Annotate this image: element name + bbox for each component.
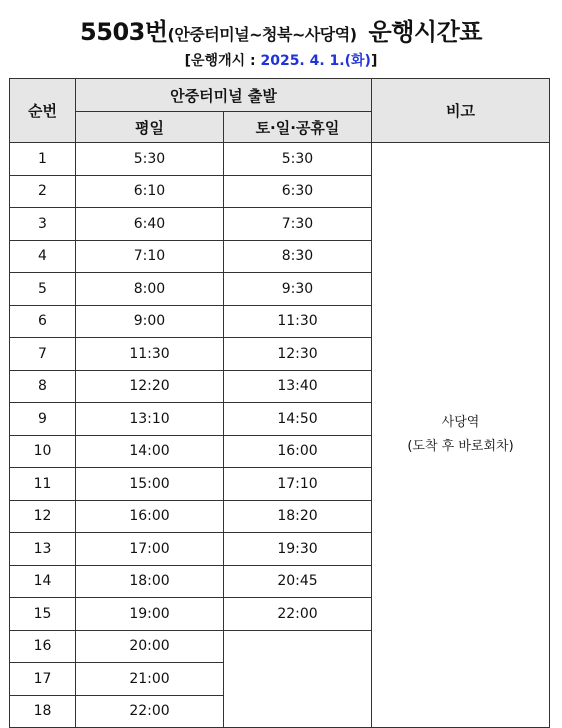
holiday-time-cell: 22:00: [224, 598, 372, 631]
holiday-time-cell: 5:30: [224, 143, 372, 176]
holiday-time-cell: 8:30: [224, 240, 372, 273]
weekday-time-cell: 18:00: [76, 565, 224, 598]
holiday-time-cell: 9:30: [224, 273, 372, 306]
weekday-time-cell: 21:00: [76, 663, 224, 696]
holiday-time-cell: 16:00: [224, 435, 372, 468]
holiday-time-cell: 6:30: [224, 175, 372, 208]
header-seq: 순번: [10, 79, 76, 143]
seq-cell: 18: [10, 695, 76, 728]
seq-cell: 16: [10, 630, 76, 663]
seq-cell: 3: [10, 208, 76, 241]
seq-cell: 13: [10, 533, 76, 566]
seq-cell: 8: [10, 370, 76, 403]
holiday-time-cell: 12:30: [224, 338, 372, 371]
seq-cell: 10: [10, 435, 76, 468]
weekday-time-cell: 13:10: [76, 403, 224, 436]
seq-cell: 17: [10, 663, 76, 696]
weekday-time-cell: 22:00: [76, 695, 224, 728]
page-title: [0, 12, 562, 47]
weekday-time-cell: 6:40: [76, 208, 224, 241]
service-start-date: 2025. 4. 1.: [260, 53, 345, 69]
holiday-empty-cell: [224, 630, 372, 728]
holiday-time-cell: 19:30: [224, 533, 372, 566]
seq-cell: 7: [10, 338, 76, 371]
seq-cell: 9: [10, 403, 76, 436]
header-departure: 안중터미널 출발: [76, 79, 372, 112]
weekday-time-cell: 20:00: [76, 630, 224, 663]
holiday-time-cell: 17:10: [224, 468, 372, 501]
seq-cell: 15: [10, 598, 76, 631]
table-row: [10, 143, 550, 176]
timetable-body: [10, 143, 550, 728]
seq-cell: 6: [10, 305, 76, 338]
seq-cell: 11: [10, 468, 76, 501]
seq-cell: 1: [10, 143, 76, 176]
seq-cell: 2: [10, 175, 76, 208]
weekday-time-cell: 11:30: [76, 338, 224, 371]
seq-cell: 12: [10, 500, 76, 533]
note-destination: 사당역: [441, 415, 480, 430]
header-holiday: 토·일·공휴일: [224, 112, 372, 143]
weekday-time-cell: 5:30: [76, 143, 224, 176]
note-return: (도착 후 바로회차): [407, 439, 514, 454]
weekday-time-cell: 8:00: [76, 273, 224, 306]
weekday-time-cell: 6:10: [76, 175, 224, 208]
service-start-day: (화): [344, 53, 371, 69]
weekday-time-cell: 19:00: [76, 598, 224, 631]
holiday-time-cell: 18:20: [224, 500, 372, 533]
route-number: 5503번: [80, 18, 168, 46]
weekday-time-cell: 16:00: [76, 500, 224, 533]
holiday-time-cell: 20:45: [224, 565, 372, 598]
service-start-label: [운행개시 :: [184, 53, 256, 69]
seq-cell: 4: [10, 240, 76, 273]
weekday-time-cell: 15:00: [76, 468, 224, 501]
holiday-time-cell: 13:40: [224, 370, 372, 403]
holiday-time-cell: 14:50: [224, 403, 372, 436]
holiday-time-cell: 7:30: [224, 208, 372, 241]
note-cell: [372, 143, 550, 728]
header-note: 비고: [372, 79, 550, 143]
weekday-time-cell: 9:00: [76, 305, 224, 338]
weekday-time-cell: 12:20: [76, 370, 224, 403]
service-start: [0, 50, 562, 70]
title-block: [0, 0, 562, 70]
weekday-time-cell: 17:00: [76, 533, 224, 566]
seq-cell: 14: [10, 565, 76, 598]
service-start-close: ]: [370, 53, 378, 69]
seq-cell: 5: [10, 273, 76, 306]
title-suffix: 운행시간표: [368, 18, 482, 46]
holiday-time-cell: 11:30: [224, 305, 372, 338]
timetable: [9, 78, 550, 728]
weekday-time-cell: 14:00: [76, 435, 224, 468]
route-description: (안중터미널~청북~사당역): [167, 25, 357, 44]
header-weekday: 평일: [76, 112, 224, 143]
weekday-time-cell: 7:10: [76, 240, 224, 273]
